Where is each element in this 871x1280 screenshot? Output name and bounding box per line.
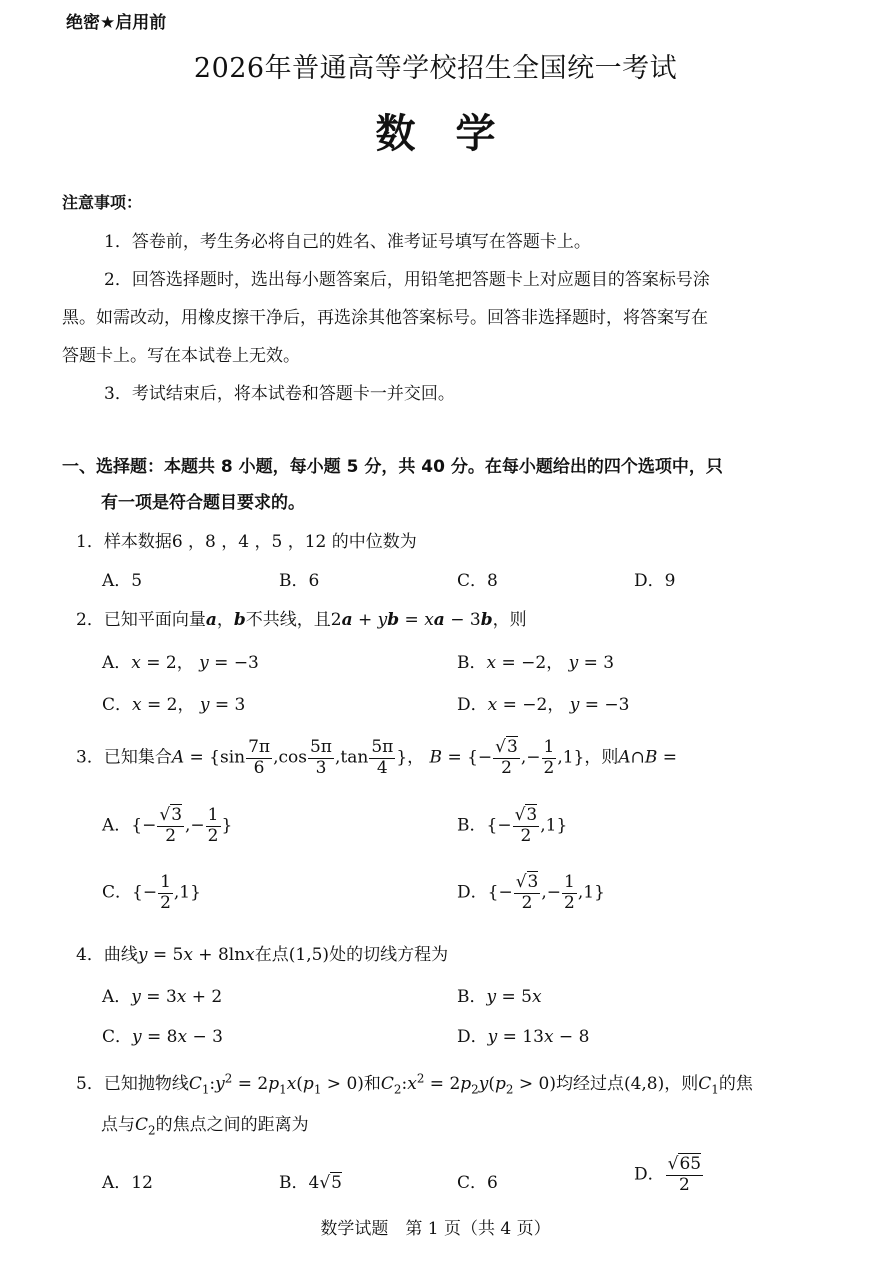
note-item-2: 2．回答选择题时，选出每小题答案后，用铅笔把答题卡上对应题目的答案标号涂	[104, 270, 710, 290]
question-2-option-a: A．x = 2， y = −3	[102, 653, 259, 673]
question-5-option-c: C．6	[457, 1173, 498, 1193]
question-4-option-a: A．y = 3x + 2	[102, 987, 223, 1007]
question-3-option-c: C．{− $\frac{1}{2}$ ,1}	[102, 872, 201, 913]
note-item-3: 3．考试结束后，将本试卷和答题卡一并交回。	[104, 384, 455, 404]
question-2-option-b: B．x = −2， y = 3	[457, 653, 615, 673]
question-1-stem: 1．样本数据6 ，8 ，4 ，5 ，12 的中位数为	[76, 532, 417, 552]
note-item-2-cont: 黑。如需改动，用橡皮擦干净后，再选涂其他答案标号。回答非选择题时，将答案写在	[62, 308, 708, 328]
question-2-stem: 2．已知平面向量a，b不共线，且2a + yb = xa − 3b，则	[76, 610, 527, 630]
question-5-stem: 5．已知抛物线$C_1:y^2 = 2p_1x(p_1 > 0)$和$C_2:x^2 = 2p_2y(p_2 > 0)$均经过点(4,8)，则$C_1$的焦	[76, 1071, 753, 1097]
question-4-option-b: B．y = 5x	[457, 987, 542, 1007]
section-heading: 一、选择题：本题共 8 小题，每小题 5 分，共 40 分。在每小题给出的四个选项中，只	[62, 457, 723, 477]
question-4-stem: 4．曲线y = 5x + 8lnx在点(1,5)处的切线方程为	[76, 945, 449, 965]
question-1-option-a: A．5	[102, 571, 143, 591]
secret-mark: 绝密★启用前	[66, 13, 167, 33]
question-5-option-b: B．4√5	[279, 1173, 342, 1193]
question-3-option-a: A．{− $\frac{√3}{2}$ ,− $\frac{1}{2}$ }	[102, 805, 233, 846]
question-1-option-c: C．8	[457, 571, 498, 591]
question-3-option-d: D．{− $\frac{√3}{2}$ ,− $\frac{1}{2}$ ,1}	[457, 872, 605, 913]
question-4-option-c: C．y = 8x − 3	[102, 1027, 223, 1047]
question-1-option-d: D．9	[634, 571, 676, 591]
question-2-option-c: C．x = 2， y = 3	[102, 695, 246, 715]
subject-title: 数学	[375, 110, 536, 157]
question-3-option-b: B．{− $\frac{√3}{2}$ ,1}	[457, 805, 568, 846]
question-1-option-b: B．6	[279, 571, 320, 591]
exam-title: 2026年普通高等学校招生全国统一考试	[193, 53, 678, 84]
question-5-option-a: A．12	[102, 1173, 153, 1193]
question-5-stem-cont: 点与$C_2$的焦点之间的距离为	[101, 1115, 309, 1138]
question-4-option-d: D．y = 13x − 8	[457, 1027, 590, 1047]
note-item-2-end: 答题卡上。写在本试卷上无效。	[62, 346, 300, 366]
note-item-1: 1．答卷前，考生务必将自己的姓名、准考证号填写在答题卡上。	[104, 232, 591, 252]
page-footer: 数学试题 第 1 页（共 4 页）	[320, 1219, 551, 1239]
question-3-stem: 3．已知集合A = {sin $\frac{7\pi}{6}$ ,cos $\frac{5\pi}{3}$ ,tan $\frac{5\pi}{4}$ }， B = {− $\frac{√3}{2}$ ,− $\frac{1}{2}$ ,1}，则A∩B =	[76, 737, 678, 778]
question-2-option-d: D．x = −2， y = −3	[457, 695, 630, 715]
question-5-option-d: D． $\frac{√65}{2}$	[634, 1154, 702, 1195]
section-heading-cont: 有一项是符合题目要求的。	[101, 493, 305, 513]
notes-heading: 注意事项：	[62, 193, 143, 212]
